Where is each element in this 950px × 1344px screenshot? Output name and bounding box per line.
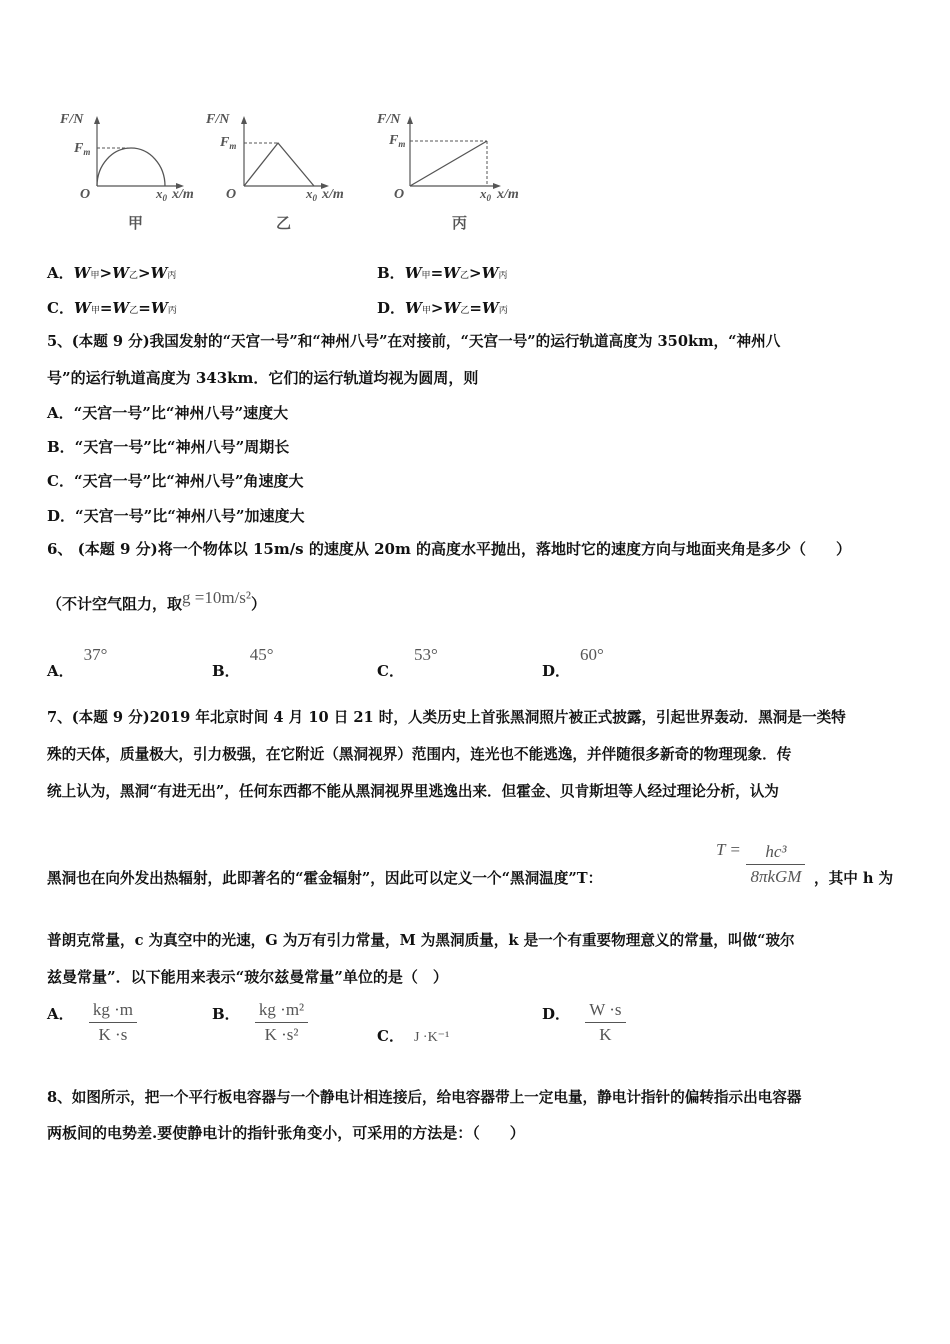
q7-stem-line6: 兹曼常量”．以下能用来表示“玻尔兹曼常量”单位的是（ ） xyxy=(47,968,448,986)
graph-bing-origin: O xyxy=(394,187,405,202)
q4-option-c[interactable]: C．W甲=W乙=W丙 xyxy=(47,299,177,317)
svg-text:x0: $x_0$ xyxy=(156,186,167,203)
graph-jia xyxy=(59,112,194,232)
svg-text:Fm: $F_m$ xyxy=(74,141,91,157)
q6-option-c[interactable]: C．53° xyxy=(377,645,438,680)
svg-text:Fm: $F_m$ xyxy=(389,133,406,149)
q6-option-a[interactable]: A．37° xyxy=(47,645,108,680)
force-displacement-graphs xyxy=(0,0,950,250)
graph-jia-curve xyxy=(97,148,165,186)
q7-stem-line3: 统上认为，黑洞“有进无出”，任何东西都不能从黑洞视界里逃逸出来．但霍金、贝肯斯坦等人经过理论分析，认为 xyxy=(47,783,779,800)
graph-yi xyxy=(205,112,344,232)
graph-yi-curve xyxy=(244,143,314,186)
q7-stem-line2: 殊的天体，质量极大，引力极强，在它附近（黑洞视界）范围内，连光也不能逃逸，并伴随很多新奇的物理现象．传 xyxy=(47,746,792,763)
graph-yi-origin: O xyxy=(226,187,237,202)
q5-option-a[interactable]: A．“天宫一号”比“神州八号”速度大 xyxy=(47,404,289,422)
graph-jia-origin: O xyxy=(80,187,91,202)
q5-stem-line2: 号”的运行轨道高度为 343km．它们的运行轨道均视为圆周，则 xyxy=(47,369,479,387)
graph-jia-ylabel: F/N xyxy=(60,112,84,127)
svg-text:Fm: $F_m$ xyxy=(220,135,237,151)
q7-stem-line1: 7、(本题 9 分)2019 年北京时间 4 月 10 日 21 时，人类历史上首张黑洞照片被正式披露，引起世界轰动．黑洞是一类特 xyxy=(47,709,846,726)
svg-text:x0: $x_0$ xyxy=(480,186,491,203)
graph-jia-name: 甲 xyxy=(128,216,144,232)
q6-option-b[interactable]: B．45° xyxy=(212,645,274,680)
q4-option-a[interactable]: A．W甲>W乙>W丙 xyxy=(47,264,177,282)
q7-hawking-formula: T = $\frac{\text{hc³}}{\text{8πkGM}}$ xyxy=(716,842,805,887)
q7-stem-line4: 黑洞也在向外发出热辐射，此即著名的“霍金辐射”，因此可以定义一个“黑洞温度”T： xyxy=(47,870,603,887)
graph-bing-name: 丙 xyxy=(452,216,468,232)
graph-yi-name: 乙 xyxy=(276,216,292,232)
q6-option-d[interactable]: D．60° xyxy=(542,645,604,680)
graph-bing-curve xyxy=(410,141,487,186)
graph-bing xyxy=(376,112,519,232)
q4-option-b[interactable]: B．W甲=W乙>W丙 xyxy=(377,264,508,282)
graph-yi-ylabel: F/N xyxy=(206,112,230,127)
q5-option-b[interactable]: B．“天宫一号”比“神州八号”周期长 xyxy=(47,438,290,456)
svg-text:x0: $x_0$ xyxy=(306,186,317,203)
graph-bing-ylabel: F/N xyxy=(377,112,401,127)
q5-stem-line1: 5、(本题 9 分)我国发射的“天宫一号”和“神州八号”在对接前，“天宫一号”的运行轨道高度为 350km，“神州八 xyxy=(47,333,781,350)
graph-bing-xlabel: x/m xyxy=(497,187,519,202)
q5-option-d[interactable]: D．“天宫一号”比“神州八号”加速度大 xyxy=(47,507,305,525)
q7-stem-line5: 普朗克常量，c 为真空中的光速，G 为万有引力常量，M 为黑洞质量，k 是一个有重要物理意义的常量，叫做“玻尔 xyxy=(47,932,795,949)
q6-note: （不计空气阻力，取g =10m/s²） xyxy=(47,588,267,613)
q8-stem-line1: 8、如图所示，把一个平行板电容器与一个静电计相连接后，给电容器带上一定电量，静电计指针的偏转指示出电容器 xyxy=(47,1089,802,1106)
q7-option-a[interactable]: A． $\frac{kg \cdot m}{K \cdot s}$ xyxy=(47,1000,137,1045)
q6-gravity-formula: g =10m/s² xyxy=(182,588,252,607)
q4-option-d[interactable]: D．W甲>W乙=W丙 xyxy=(377,299,508,317)
q7-option-b[interactable]: B． $\frac{\text{kg ·m²}}{\text{K ·s²}}$ xyxy=(212,1000,308,1045)
q8-stem-line2: 两板间的电势差.要使静电计的指针张角变小，可采用的方法是：（ ） xyxy=(47,1124,525,1142)
q5-option-c[interactable]: C．“天宫一号”比“神州八号”角速度大 xyxy=(47,472,304,490)
q7-option-c[interactable]: C． J ·K⁻¹ xyxy=(377,1027,450,1045)
graph-yi-xlabel: x/m xyxy=(322,187,344,202)
q7-option-d[interactable]: D． $\frac{W \cdot s}{K}$ xyxy=(542,1000,626,1045)
graph-jia-xlabel: x/m xyxy=(172,187,194,202)
q6-stem: 6、 (本题 9 分)将一个物体以 15m/s 的速度从 20m 的高度水平抛出，落地时它的速度方向与地面夹角是多少（ ） xyxy=(47,540,852,558)
q7-stem-line4-suffix: ，其中 h 为 xyxy=(814,870,894,887)
